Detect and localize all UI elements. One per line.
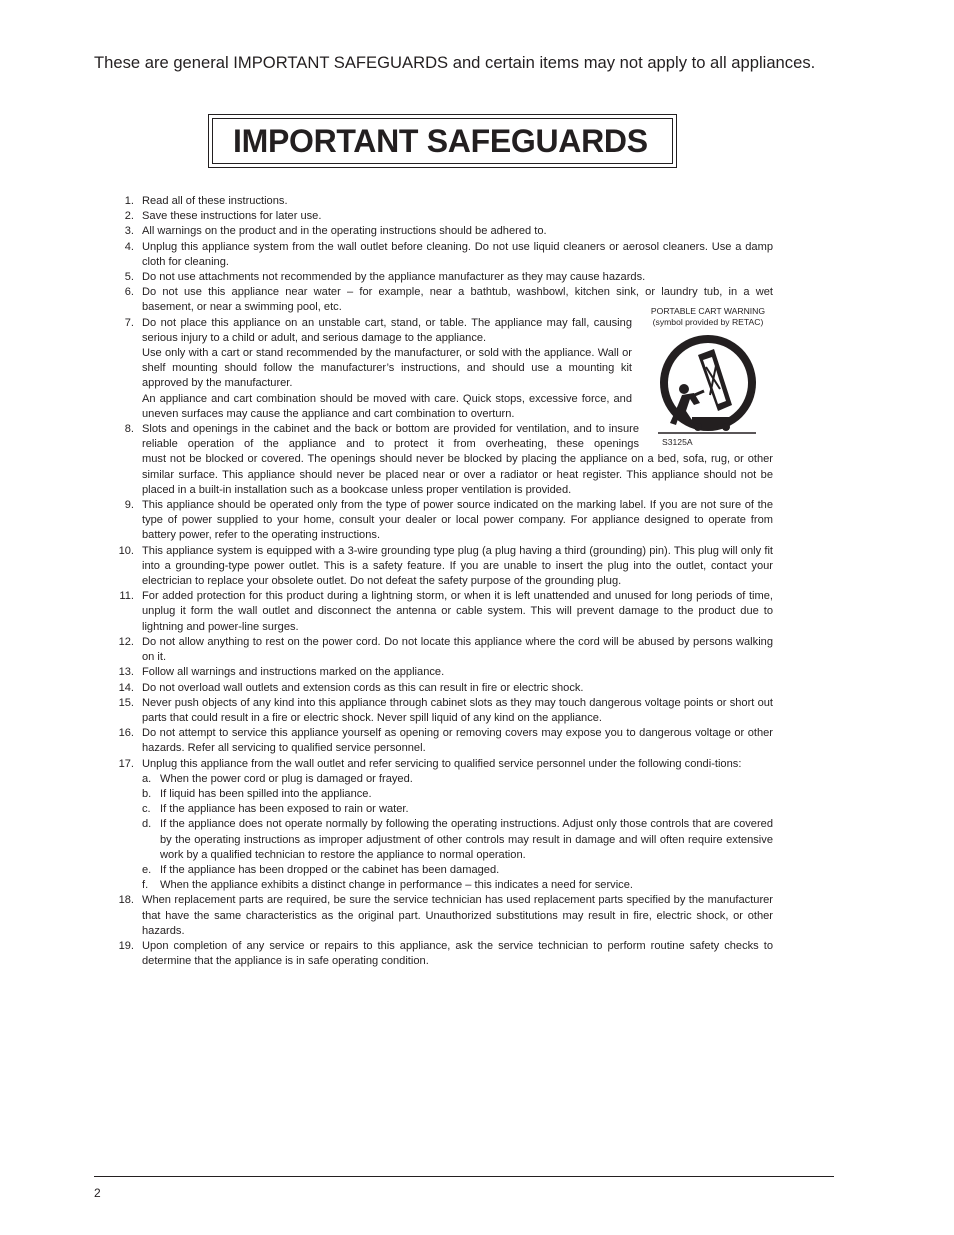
item-text: Do not use this appliance near water – for example, near a bathtub, washbowl, kitchen sink, or laundry tub, in a wet [142, 286, 773, 299]
sub-item [142, 787, 773, 802]
sub-item-letter: c. [142, 803, 151, 816]
item-number: 14. [118, 681, 134, 694]
sub-item [142, 878, 773, 893]
intro-note: These are general IMPORTANT SAFEGUARDS and certain items may not apply to all appliances. [94, 53, 816, 72]
sub-item [142, 802, 773, 817]
sub-item-text: When the appliance exhibits a distinct change in performance – this indicates a need for service. [160, 879, 633, 892]
item-paragraph: Use only with a cart or stand recommended by the manufacturer, or sold with the appliance. Wall or shelf mounting should follow the manufacturer’s instructions, and should use a mounting kit approved by the manufacturer. [142, 347, 632, 390]
item-body [142, 757, 773, 894]
list-item [112, 589, 773, 635]
list-item [112, 893, 773, 939]
item-text-continued: must not be blocked or covered. The openings should never be blocked by placing the appliance on a bed, sofa, rug, or other similar surface. This appliance should never be placed near or over a radiator or heat register. This appliance should not be placed in a built-in installation such as a bookcase unless proper ventilation is provided. [142, 453, 773, 496]
list-item [112, 757, 773, 894]
list-item [112, 194, 773, 209]
list-item [112, 665, 773, 680]
item-text: For added protection for this product during a lightning storm, or when it is left unattended and unused for long periods of time, unplug it form the wall outlet and disconnect the antenna or cable system. This will prevent damage to the product due to lightning and power-line surges. [142, 590, 773, 633]
sub-item-letter: f. [142, 879, 149, 892]
page-number: 2 [94, 1186, 101, 1200]
list-item [112, 224, 773, 239]
list-item [112, 209, 773, 224]
list-item [112, 635, 773, 665]
cart-warning-subtitle: (symbol provided by RETAC) [652, 317, 764, 327]
sub-item-text: If the appliance has been dropped or the cabinet has been damaged. [160, 863, 500, 876]
item-paragraph: An appliance and cart combination should be moved with care. Quick stops, excessive force, and uneven surfaces may cause the appliance and cart combination to overturn. [142, 392, 632, 420]
list-item [112, 240, 773, 270]
item-text: Follow all warnings and instructions marked on the appliance. [142, 666, 445, 679]
item-text: When replacement parts are required, be sure the service technician has used replacement parts specified by the manufacturer that have the same characteristics as the original part. Unauthorized substitutions may result in fire, electric shock, or other hazards. [142, 894, 773, 937]
item-number: 12. [118, 635, 134, 648]
list-item [112, 681, 773, 696]
sub-item-text: When the power cord or plug is damaged or frayed. [160, 772, 413, 785]
item-text: All warnings on the product and in the operating instructions should be adhered to. [142, 225, 547, 238]
item-number: 18. [118, 894, 134, 907]
sub-item-letter: e. [142, 863, 152, 876]
item-number: 1. [124, 195, 134, 207]
sub-item [142, 817, 773, 863]
sub-item-letter: a. [142, 772, 152, 785]
item-text: Do not use attachments not recommended by the appliance manufacturer as they may cause hazards. [142, 271, 646, 284]
sub-item-letter: d. [142, 818, 152, 831]
item-number: 5. [124, 271, 134, 284]
title-frame [208, 114, 677, 168]
list-item [112, 544, 773, 590]
item-number: 16. [118, 727, 134, 740]
item-number: 9. [124, 499, 134, 512]
item-number: 7. [124, 316, 134, 329]
item-text: Do not allow anything to rest on the power cord. Do not locate this appliance where the cord will be abused by persons walking on it. [142, 635, 773, 664]
item-text: This appliance should be operated only from the type of power source indicated on the marking label. If you are not sure of the type of power supplied to your home, consult your dealer or local power company. For appliance designed to operate from battery power, refer to the operating instructions. [142, 499, 773, 542]
item-number: 15. [118, 696, 134, 709]
sub-item [142, 863, 773, 878]
item-body [142, 285, 773, 315]
page-title: IMPORTANT SAFEGUARDS [233, 123, 648, 159]
sub-item [142, 772, 773, 787]
sub-item-text: If the appliance has been exposed to rain or water. [160, 803, 409, 816]
list-item [112, 696, 773, 726]
item-text: Unplug this appliance system from the wall outlet before cleaning. Do not use liquid cleaners or aerosol cleaners. Use a damp cloth for cleaning. [142, 240, 773, 268]
safeguards-list [112, 194, 773, 969]
item-text: Unplug this appliance from the wall outlet and refer servicing to qualified service personnel under the following condi-tions: [142, 757, 742, 770]
sub-item-text: If the appliance does not operate normally by following the operating instructions. Adjust only those controls that are covered by the operating instructions as improper adjustment of other controls may result in damage and will often require extensive work by a qualified technician to restore the appliance to normal operation. [160, 818, 773, 861]
item-number: 19. [118, 939, 134, 952]
item-text: Save these instructions for later use. [142, 210, 322, 223]
cart-warning-code: S3125A [662, 437, 693, 447]
list-item [112, 316, 773, 422]
item-number: 2. [124, 210, 134, 223]
list-item [112, 270, 773, 285]
item-number: 8. [124, 423, 134, 436]
item-text: Upon completion of any service or repairs to this appliance, ask the service technician to perform routine safety checks to determine that the appliance is in safe operating condition. [142, 939, 773, 968]
item-text: Do not overload wall outlets and extension cords as this can result in fire or electric shock. [142, 681, 584, 694]
list-item [112, 422, 773, 498]
item-number: 11. [119, 590, 134, 603]
item-text: This appliance system is equipped with a 3-wire grounding type plug (a plug having a third (grounding) pin). This plug will only fit into a grounding-type power outlet. This is a safety feature. If you are unable to insert the plug into the outlet, contact your electrician to replace your obsolete outlet. Do not defeat the safety purpose of the grounding plug. [142, 544, 773, 588]
item-text: Do not attempt to service this appliance yourself as opening or removing covers may expose you to dangerous voltage or other hazards. Refer all servicing to qualified service personnel. [142, 727, 773, 755]
item-number: 17. [118, 757, 134, 770]
item-number: 6. [124, 286, 134, 299]
list-item [112, 939, 773, 969]
item-body [142, 422, 773, 498]
footer-divider [94, 1176, 834, 1177]
item-number: 4. [124, 240, 134, 253]
cart-warning-title: PORTABLE CART WARNING [650, 306, 766, 316]
item-paragraph: Do not place this appliance on an unstable cart, stand, or table. The appliance may fall, causing serious injury to a child or adult, and serious damage to the appliance. [142, 316, 632, 344]
item-text: Slots and openings in the cabinet and the back or bottom are provided for ventilation, and to insure reliable operation of the appliance and to protect it from overheating, these openings [142, 423, 639, 451]
item-text: Read all of these instructions. [142, 195, 288, 207]
item-number: 13. [118, 666, 134, 679]
sub-item-letter: b. [142, 787, 152, 800]
sub-item-text: If liquid has been spilled into the appliance. [160, 787, 372, 800]
item-body [142, 316, 632, 422]
list-item [112, 285, 773, 315]
list-item [112, 498, 773, 544]
list-item [112, 726, 773, 756]
title-frame-inner [212, 118, 673, 164]
item-number: 10. [118, 544, 134, 557]
item-number: 3. [124, 225, 134, 238]
item-text-continued: basement, or near a swimming pool, etc. [142, 301, 342, 314]
item-text: Never push objects of any kind into this appliance through cabinet slots as they may touch dangerous voltage points or short out parts that could result in a fire or electric shock. Never spill liquid of any kind on the appliance. [142, 696, 773, 724]
